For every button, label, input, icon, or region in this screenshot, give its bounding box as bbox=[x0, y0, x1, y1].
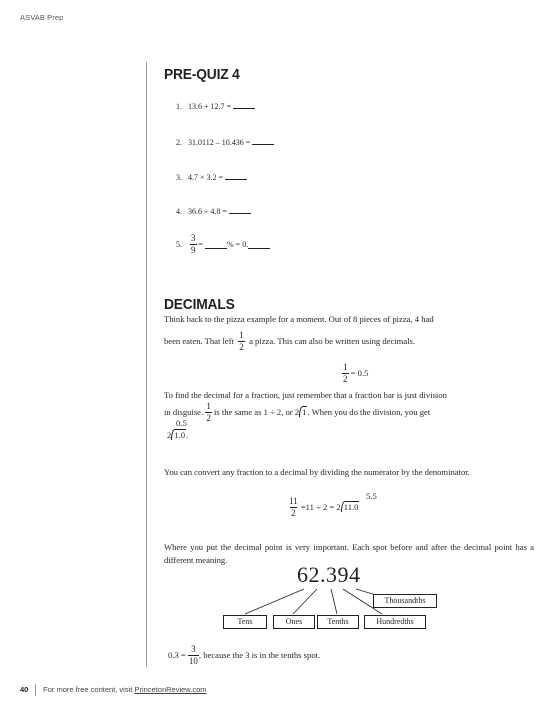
paragraph-2-line-1: To find the decimal for a fraction, just remember that a fraction bar is just division bbox=[164, 390, 447, 400]
paragraph-3: You can convert any fraction to a decimal by dividing the numerator by the denominator. bbox=[164, 467, 470, 477]
numerator: 1 bbox=[239, 330, 244, 340]
prequiz-heading: PRE-QUIZ 4 bbox=[164, 66, 240, 83]
equation-result: = 0.5 bbox=[350, 368, 369, 379]
text-segment: . When you do the division, you get bbox=[307, 407, 431, 418]
text-segment: 0.3 = bbox=[168, 650, 186, 661]
footer-link[interactable]: PrincetonReview.com bbox=[134, 684, 207, 694]
denominator: 2 bbox=[206, 413, 211, 423]
place-thousandths: Thousandths bbox=[373, 594, 437, 608]
fraction-three-tenths bbox=[188, 645, 199, 666]
numerator: 3 bbox=[191, 644, 196, 654]
text-segment: a pizza. This can also be written using decimals. bbox=[249, 336, 416, 347]
numerator: 1 bbox=[343, 362, 348, 372]
tenths-example bbox=[168, 645, 320, 666]
text-segment: , because the 3 is in the tenths spot. bbox=[198, 650, 321, 661]
connector-tenths bbox=[331, 589, 337, 614]
denominator: 9 bbox=[191, 245, 196, 255]
text-segment: in disguise. bbox=[164, 407, 204, 418]
denominator: 10 bbox=[188, 656, 198, 666]
text-segment: been eaten. That left bbox=[164, 336, 234, 347]
place-tens: Tens bbox=[223, 615, 267, 629]
place-hundredths: Hundredths bbox=[364, 615, 426, 629]
equals: = bbox=[198, 240, 204, 249]
numerator: 3 bbox=[191, 233, 196, 243]
question-number: 3. bbox=[176, 173, 182, 182]
numerator: 11 bbox=[289, 496, 298, 506]
text-segment: is the same as 1 ÷ 2, or bbox=[213, 407, 293, 418]
divisor: 2 bbox=[294, 407, 300, 418]
long-division-quotient: 0.5 bbox=[176, 418, 187, 428]
sentence-end: . bbox=[186, 430, 189, 440]
place-tenths: Tenths bbox=[317, 615, 359, 629]
footer-divider bbox=[35, 684, 36, 696]
question-number: 2. bbox=[176, 138, 182, 147]
page-number: 40 bbox=[20, 684, 29, 694]
question-expression: 4.7 × 3.2 = bbox=[188, 173, 224, 182]
question-expression: 36.6 ÷ 4.8 = bbox=[188, 207, 227, 216]
denominator: 2 bbox=[239, 342, 244, 352]
page-footer bbox=[20, 684, 207, 696]
numerator: 1 bbox=[206, 401, 211, 411]
running-header: ASVAB Prep bbox=[20, 13, 64, 22]
dividend: 11.0 bbox=[341, 501, 360, 512]
place-ones: Ones bbox=[273, 615, 315, 629]
denominator: 2 bbox=[291, 508, 296, 518]
footer-text: For more free content, visit bbox=[43, 684, 133, 694]
paragraph-4: Where you put the decimal point is very important. Each spot before and after the decimal point has a different meaning. bbox=[164, 542, 534, 565]
question-expression: 13.6 + 12.7 = bbox=[188, 102, 232, 111]
long-division-2-quotient: 5.5 bbox=[366, 491, 377, 501]
decimals-heading: DECIMALS bbox=[164, 296, 235, 313]
dividend: 1.0 bbox=[171, 429, 186, 440]
paragraph-1-line-1: Think back to the pizza example for a moment. Out of 8 pieces of pizza, 4 had bbox=[164, 314, 434, 324]
denominator: 2 bbox=[343, 374, 348, 384]
divisor: 2 bbox=[167, 430, 172, 440]
question-number: 4. bbox=[176, 207, 182, 216]
question-number: 5. bbox=[176, 240, 182, 249]
question-number: 1. bbox=[176, 102, 182, 111]
place-value-number: 62.394 bbox=[297, 562, 361, 587]
equation-middle: =11 ÷ 2 = bbox=[300, 502, 335, 513]
percent-text: % = 0. bbox=[227, 240, 249, 249]
connector-ones bbox=[293, 589, 317, 614]
dividend: 1 bbox=[299, 406, 307, 417]
divisor: 2 bbox=[336, 502, 341, 513]
question-expression: 31.0112 – 10.436 = bbox=[188, 138, 251, 147]
connector-tens bbox=[245, 589, 304, 614]
